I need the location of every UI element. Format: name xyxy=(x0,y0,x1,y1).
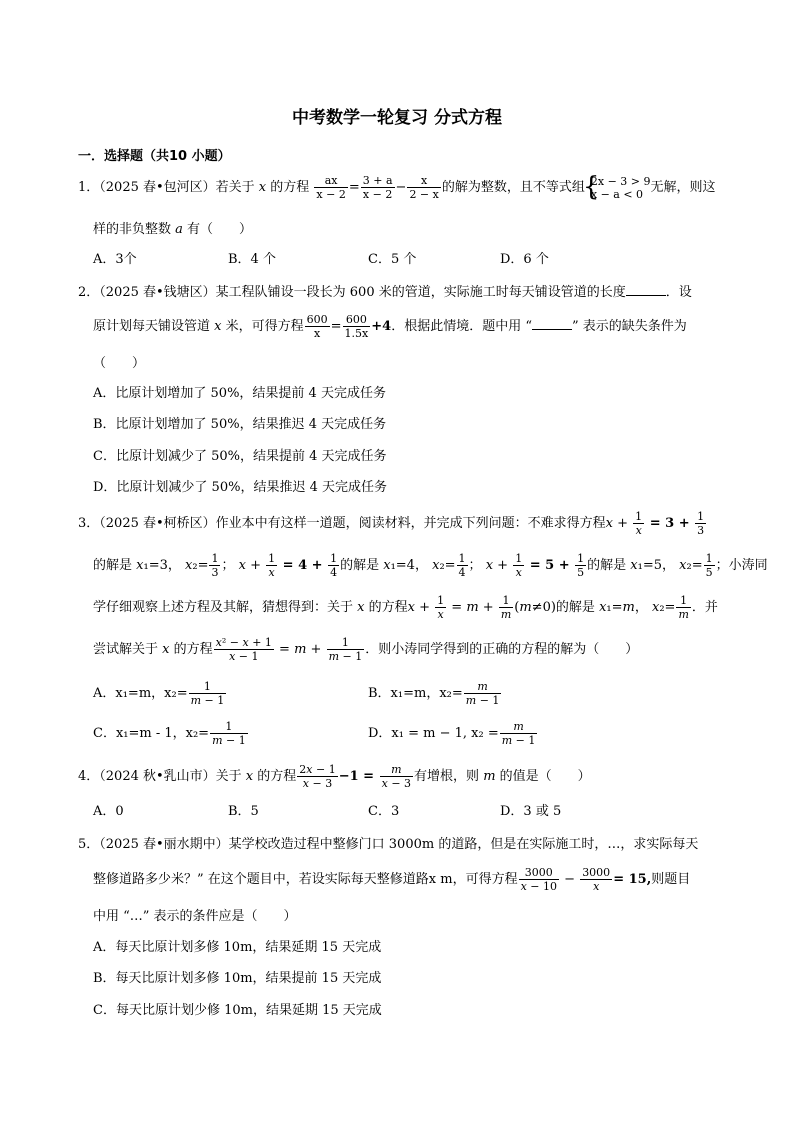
q2-option-a[interactable]: A．比原计划增加了 50%，结果提前 4 天完成任务 xyxy=(93,386,386,401)
q5-option-b[interactable]: B．每天比原计划多修 10m，结果提前 15 天完成 xyxy=(93,971,382,986)
q2-line-2: 原计划每天铺设管道 x 米，可得方程 $\frac{600}{x}$ = $\frac{600}{1.5x}$ +4．根据此情境．题中用 “ ” 表示的缺失条件为 xyxy=(93,313,687,340)
q1-line-1: 1．（2025 春•包河区）若关于 x 的方程 $\frac{ax}{x - 2}$ = $\frac{3 + a}{x - 2}$ − $\frac{x}{2 - x}$ 的解为整数，且不等式组 { 2x − 3 > 9 x − a < 0 无解，则这 xyxy=(78,174,716,201)
q2-line-1: 2．（2025 春•钱塘区）某工程队铺设一段长为 600 米的管道，实际施工时每天铺设管道的长度 ．设 xyxy=(78,285,692,300)
q4-option-b[interactable]: B．5 xyxy=(228,804,259,819)
q1-fraction-1: $\frac{ax}{x - 2}$ xyxy=(316,174,346,201)
q1-line-2: 样的非负整数 a 有（ ） xyxy=(93,222,253,237)
q1-option-b[interactable]: B．4 个 xyxy=(228,252,276,267)
q4-option-a[interactable]: A．0 xyxy=(93,804,124,819)
q5-line-2: 整修道路多少米？” 在这个题目中，若设实际每天整修道路x m，可得方程 $\frac{3000}{x - 10}$ − $\frac{3000}{x}$ = 15,则题目 xyxy=(93,866,691,893)
q3-line-3: 学仔细观察上述方程及其解，猜想得到：关于 x 的方程x + $\frac{1}{x}$ = m + $\frac{1}{m}$ (m≠0)的解是 x₁=m， x₂= $\frac{1}{m}$ ．并 xyxy=(93,594,718,621)
q2-line-3: （ ） xyxy=(93,356,146,371)
page-title: 中考数学一轮复习 分式方程 xyxy=(292,108,502,128)
q1-fraction-3: $\frac{x}{2 - x}$ xyxy=(409,174,439,201)
q4-option-d[interactable]: D．3 或 5 xyxy=(500,804,562,819)
q2-blank-quoted xyxy=(532,317,572,330)
q1-option-d[interactable]: D．6 个 xyxy=(500,252,549,267)
q5-option-c[interactable]: C．每天比原计划少修 10m，结果延期 15 天完成 xyxy=(93,1003,382,1018)
q2-blank xyxy=(626,283,666,296)
q1-option-c[interactable]: C．5 个 xyxy=(368,252,417,267)
q1-fraction-2: $\frac{3 + a}{x - 2}$ xyxy=(362,174,393,201)
q3-line-4: 尝试解关于 x 的方程 $\frac{\text{x² − x + 1}}{x - 1}$ = m + $\frac{1}{m - 1}$ ．则小涛同学得到的正确的方程的解为（ ） xyxy=(93,636,639,663)
q3-line-2: 的解是 x₁=3， x₂= $\frac{1}{3}$ ； x + $\frac{1}{x}$ = 4 + $\frac{1}{4}$ 的解是 x₁=4， x₂= $\frac{1}{4}$ ； x + $\frac{1}{x}$ = 5 + $\frac{1}{5}$ 的解是 x₁=5， x₂= $\frac{1}{5}$ ；小涛同 xyxy=(93,552,768,579)
q2-option-b[interactable]: B．比原计划增加了 50%，结果推迟 4 天完成任务 xyxy=(93,417,387,432)
q3-option-d[interactable]: D．x₁ = m − 1, x₂ = $\frac{m}{m - 1}$ xyxy=(368,720,536,747)
q2-fraction-1: $\frac{600}{x}$ xyxy=(306,313,328,340)
q2-option-c[interactable]: C．比原计划减少了 50%，结果提前 4 天完成任务 xyxy=(93,449,387,464)
q3-option-b[interactable]: B．x₁=m，x₂= $\frac{m}{m - 1}$ xyxy=(368,680,500,707)
q3-option-c[interactable]: C．x₁=m - 1，x₂= $\frac{1}{m - 1}$ xyxy=(93,720,246,747)
q2-fraction-2: $\frac{600}{1.5x}$ xyxy=(344,313,369,340)
q5-line-1: 5．（2025 春•丽水期中）某学校改造过程中整修门口 3000m 的道路，但是在实际施工时，…，求实际每天 xyxy=(78,837,699,852)
q5-line-3: 中用 “…” 表示的条件应是（ ） xyxy=(93,909,297,924)
section-heading: 一．选择题（共10 小题） xyxy=(78,149,231,164)
q2-option-d[interactable]: D．比原计划减少了 50%，结果推迟 4 天完成任务 xyxy=(93,480,387,495)
q1-option-a[interactable]: A．3个 xyxy=(93,252,137,267)
q4-option-c[interactable]: C．3 xyxy=(368,804,400,819)
q3-option-a[interactable]: A．x₁=m，x₂= $\frac{1}{m - 1}$ xyxy=(93,680,225,707)
q1-inequality-system: { 2x − 3 > 9 x − a < 0 xyxy=(585,175,651,201)
q4-line-1: 4．（2024 秋•乳山市）关于 x 的方程 $\frac{2x - 1}{x - 3}$ −1 = $\frac{m}{x - 3}$ 有增根，则 m 的值是（ ） xyxy=(78,763,591,790)
q5-option-a[interactable]: A．每天比原计划多修 10m，结果延期 15 天完成 xyxy=(93,940,382,955)
q3-line-1: 3．（2025 春•柯桥区）作业本中有这样一道题，阅读材料，并完成下列问题：不难求得方程x + $\frac{1}{x}$ = 3 + $\frac{1}{3}$ xyxy=(78,510,705,537)
